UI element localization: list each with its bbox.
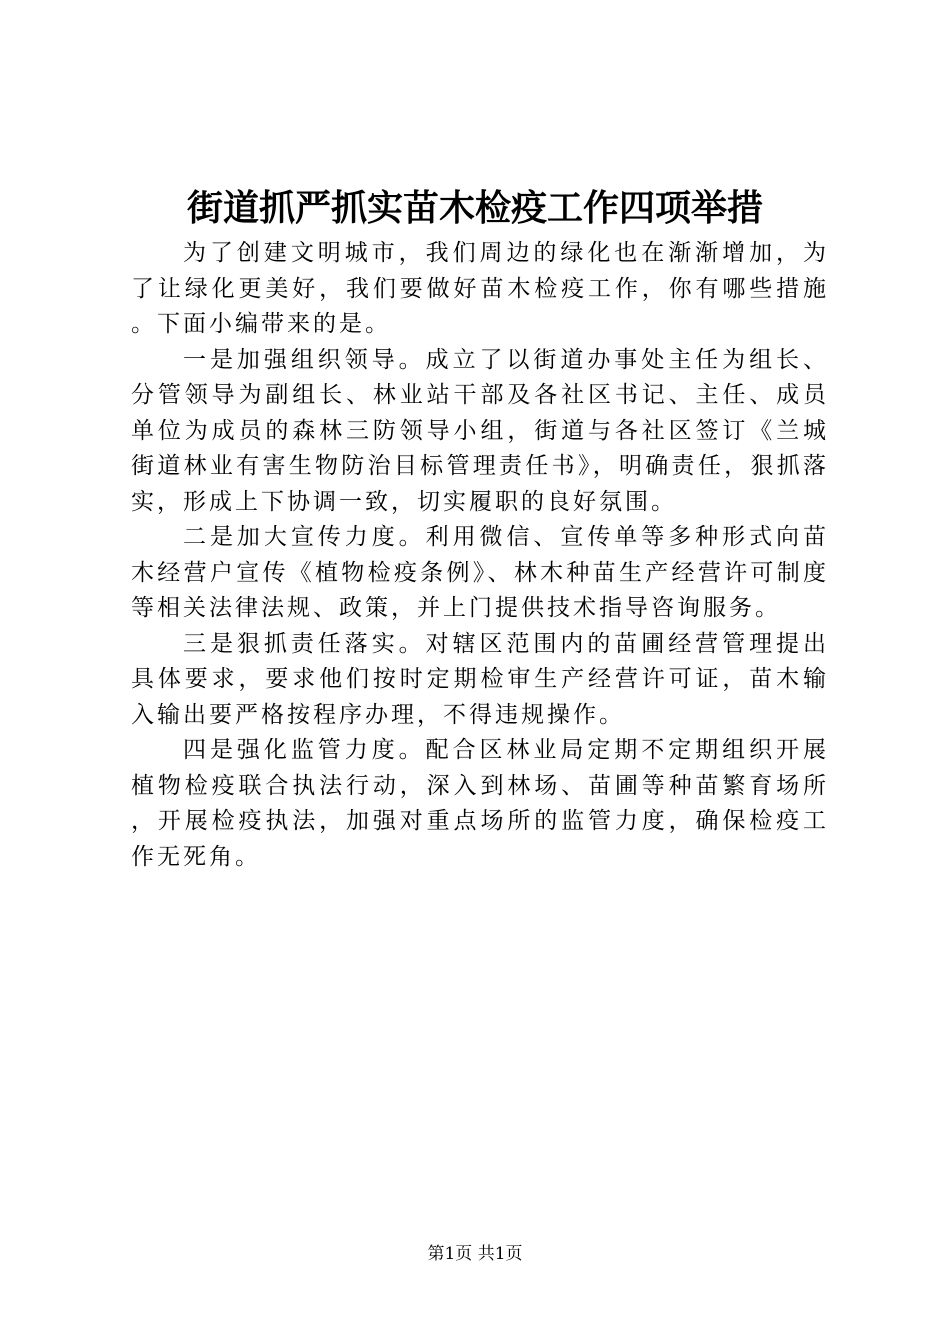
document-title: 街道抓严抓实苗木检疫工作四项举措 (186, 187, 763, 229)
paragraph-measure-3: 三是狠抓责任落实。对辖区范围内的苗圃经营管理提出具体要求，要求他们按时定期检审生产经营许可证，苗木输入输出要严格按程序办理，不得违规操作。 (131, 630, 829, 728)
page-number-footer: 第1页 共1页 (427, 1244, 523, 1264)
paragraph-intro: 为了创建文明城市，我们周边的绿化也在渐渐增加，为了让绿化更美好，我们要做好苗木检疫工作，你有哪些措施。下面小编带来的是。 (131, 240, 829, 337)
document-body (131, 236, 829, 875)
paragraph-measure-4: 四是强化监管力度。配合区林业局定期不定期组织开展植物检疫联合执法行动，深入到林场、苗圃等种苗繁育场所，开展检疫执法，加强对重点场所的监管力度，确保检疫工作无死角。 (131, 737, 829, 870)
paragraph-measure-1: 一是加强组织领导。成立了以街道办事处主任为组长、分管领导为副组长、林业站干部及各社区书记、主任、成员单位为成员的森林三防领导小组，街道与各社区签订《兰城街道林业有害生物防治目标管理责任书》，明确责任，狠抓落实，形成上下协调一致，切实履职的良好氛围。 (131, 346, 829, 515)
paragraph-measure-2: 二是加大宣传力度。利用微信、宣传单等多种形式向苗木经营户宣传《植物检疫条例》、林木种苗生产经营许可制度等相关法律法规、政策，并上门提供技术指导咨询服务。 (131, 524, 829, 621)
